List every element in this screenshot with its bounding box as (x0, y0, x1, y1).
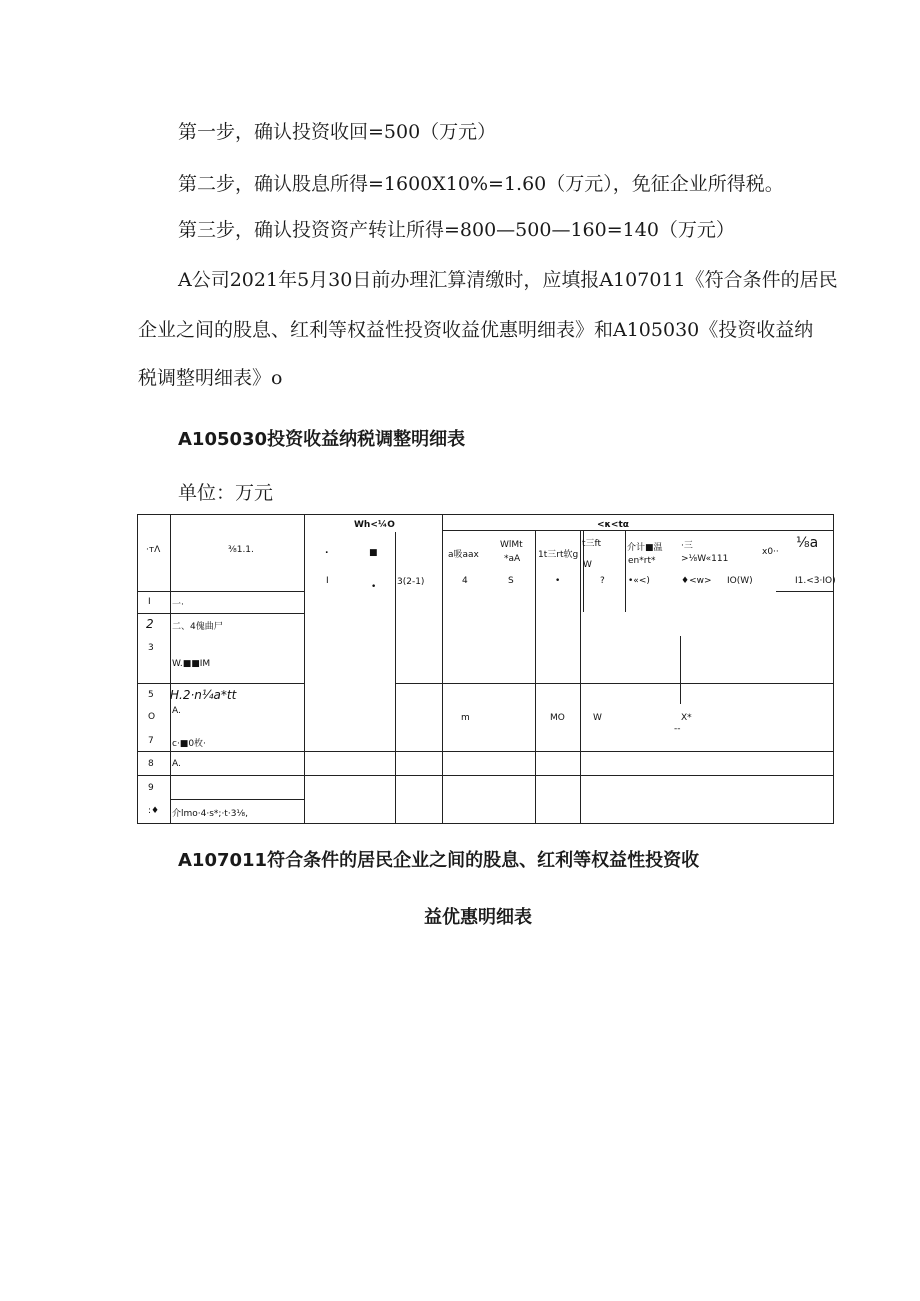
row-divider-3-right (395, 683, 833, 684)
paragraph-step-3: 第三步，确认投资资产转让所得=800—500—160=140（万元） (178, 219, 735, 241)
col-divider-group (442, 514, 443, 824)
header-c4-bottom: 4 (462, 576, 468, 586)
header-c8-bottom: •«<) (628, 576, 650, 586)
header-c9-bottom: ♦<w> (681, 576, 712, 586)
row-5-c4-value: m (461, 713, 470, 723)
row-divider-1 (137, 613, 304, 614)
header-g1-square: ■ (369, 548, 378, 558)
header-g1-i: I (326, 576, 329, 586)
row-divider-header-right (776, 591, 833, 592)
header-c11-bottom: I1.<3·IO) (795, 576, 836, 586)
row-1-number: I (148, 597, 151, 607)
header-group-2: <κ<tα (597, 520, 629, 530)
row-8-item: A. (172, 759, 181, 769)
header-c3: 3(2-1) (397, 577, 425, 587)
table-border-top (137, 514, 833, 515)
header-item: ⅜1.1. (228, 545, 254, 555)
row-divider-3 (137, 683, 304, 684)
row-10-item: 介lmo·4·s*;·t·3⅛, (172, 809, 249, 819)
header-c11-top: ⅛a (796, 535, 819, 551)
row-divider-8 (137, 775, 833, 776)
col-divider-c5 (535, 530, 536, 824)
table-border-left (137, 514, 138, 824)
header-c10-top: x0·· (762, 547, 779, 557)
row-6-number: O (148, 712, 156, 722)
table-border-bottom (137, 823, 833, 824)
table-unit-label: 单位：万元 (178, 482, 274, 504)
row-5-c9-value: X* (681, 713, 692, 723)
table-a107011-title-line-2: 益优惠明细表 (424, 907, 532, 928)
header-c9-mid: >⅛W«111 (681, 554, 729, 564)
row-8-number: 8 (148, 759, 154, 769)
col-divider-c2 (395, 532, 396, 824)
row-7-item: c·■0枚· (172, 739, 206, 749)
row-5-c7-value: W (593, 713, 602, 723)
paragraph-filing-line-1: A公司2021年5月30日前办理汇算清缴时，应填报A107011《符合条件的居民 (178, 269, 838, 291)
header-c5-top: WlMt (500, 540, 523, 550)
header-c5-mid: *aA (504, 554, 521, 564)
header-c10-bottom: IO(W) (727, 576, 753, 586)
row-5-c6-value: MO (550, 713, 565, 723)
row-3-number: 3 (148, 643, 154, 653)
paragraph-filing-line-3: 税调整明细表》o (138, 367, 283, 389)
header-c8-mid: en*rt* (628, 556, 656, 566)
row-9-number: 9 (148, 783, 154, 793)
col-divider-row-num (170, 514, 171, 824)
col-divider-c9-mid (680, 636, 681, 704)
header-c6-top: 1t三rt软g (538, 550, 579, 560)
paragraph-step-1: 第一步，确认投资收回=500（万元） (178, 121, 497, 143)
table-border-right (833, 514, 834, 824)
row-divider-7 (137, 751, 833, 752)
row-5-c9-sub: -- (674, 724, 681, 734)
header-c8-top: 介计■温 (627, 543, 663, 553)
header-c4-top: a吸aax (448, 550, 479, 560)
row-divider-group-header (442, 530, 833, 531)
row-3-item: W.■■IM (172, 659, 211, 669)
header-c7-bottom: ? (600, 576, 605, 586)
col-divider-c8-top (625, 530, 626, 612)
paragraph-filing-line-2: 企业之间的股息、红利等权益性投资收益优惠明细表》和A105030《投资收益纳 (138, 319, 814, 341)
header-row-number: ·тΛ (146, 545, 161, 555)
col-divider-c6 (580, 530, 581, 824)
row-5-number: 5 (148, 690, 154, 700)
col-divider-item (304, 514, 305, 824)
header-g1-dot: . (325, 546, 329, 556)
header-c9-top: ·三 (681, 541, 693, 551)
row-6-item: A. (172, 706, 181, 716)
row-divider-header-left (137, 591, 304, 592)
row-divider-9 (170, 799, 304, 800)
header-group-1: Wh<¼O (354, 520, 395, 530)
header-c6-bottom: • (555, 576, 561, 586)
table-a107011-title-line-1: A107011符合条件的居民企业之间的股息、红利等权益性投资收 (178, 850, 700, 871)
row-5-item: H.2·n¼a*tt (170, 688, 237, 702)
header-g1-bullet: • (371, 582, 377, 592)
row-10-number: :♦ (148, 806, 160, 816)
row-2-number: 2 (146, 617, 154, 631)
row-1-item: 一· (172, 600, 184, 610)
table-a105030-title: A105030投资收益纳税调整明细表 (178, 429, 466, 450)
header-c7-mid: W (583, 560, 592, 570)
paragraph-step-2: 第二步，确认股息所得=1600X10%=1.60（万元），免征企业所得税。 (178, 173, 784, 195)
row-2-item: 二、4傀曲尸 (172, 622, 223, 632)
header-c5-bottom: S (508, 576, 514, 586)
header-c7-top: t三ft (582, 539, 602, 549)
row-7-number: 7 (148, 736, 154, 746)
